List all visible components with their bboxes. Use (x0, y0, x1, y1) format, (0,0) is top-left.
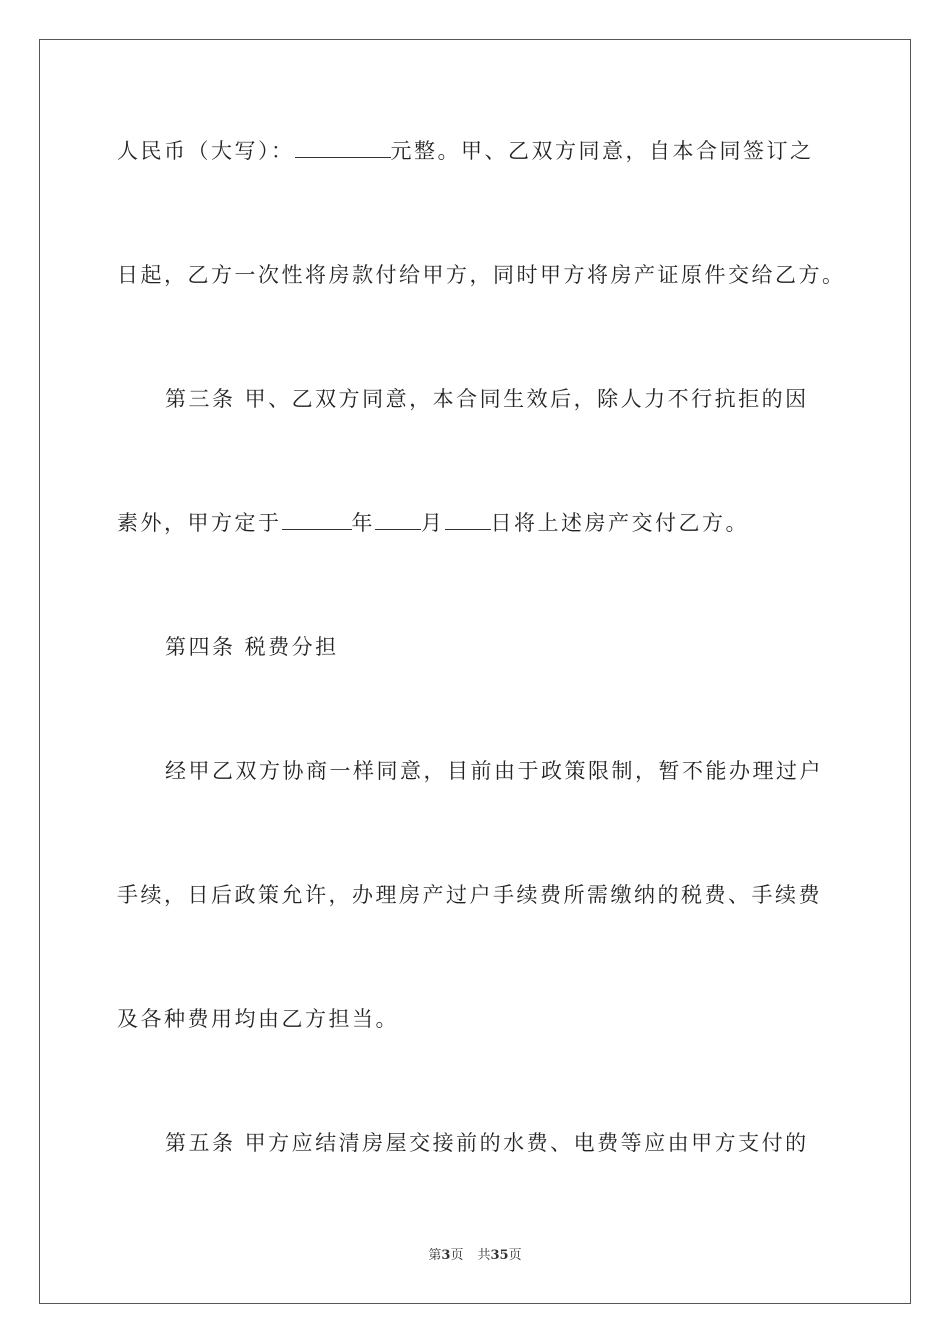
year-blank (282, 509, 352, 530)
text-line-1 (117, 137, 837, 165)
line-1-part-1: 人民币（大写）： (117, 139, 295, 163)
footer-total-suffix: 页 (508, 1248, 522, 1263)
month-blank (375, 509, 421, 530)
text-line-6: 经甲乙双方协商一样同意，目前由于政策限制，暂不能办理过户 (165, 759, 823, 783)
text-line-8: 及各种费用均由乙方担当。 (117, 1007, 399, 1031)
footer-page-suffix: 页 (450, 1248, 464, 1263)
page-footer (0, 1247, 950, 1265)
year-label: 年 (351, 511, 375, 535)
footer-page-number: 3 (441, 1248, 451, 1263)
line-1-part-2: 元整。甲、乙双方同意，自本合同签订之 (390, 139, 814, 163)
footer-total-pages: 35 (490, 1248, 509, 1263)
footer-total-prefix: 共 (477, 1248, 491, 1263)
footer-page-prefix: 第 (428, 1248, 442, 1263)
amount-blank (295, 137, 391, 158)
line-4-part-end: 日将上述房产交付乙方。 (490, 511, 749, 535)
text-line-7: 手续，日后政策允许，办理房产过户手续费所需缴纳的税费、手续费 (117, 883, 822, 907)
text-line-2: 日起，乙方一次性将房款付给甲方，同时甲方将房产证原件交给乙方。 (117, 263, 846, 287)
text-line-4 (117, 509, 837, 537)
article-4-heading: 第四条 税费分担 (165, 635, 339, 659)
month-label: 月 (421, 511, 445, 535)
article-5-heading-line: 第五条 甲方应结清房屋交接前的水费、电费等应由甲方支付的 (165, 1131, 809, 1155)
article-3-heading-line: 第三条 甲、乙双方同意，本合同生效后，除人力不行抗拒的因 (165, 387, 809, 411)
day-blank (445, 509, 491, 530)
page-border (39, 39, 911, 1304)
line-4-part-1: 素外，甲方定于 (117, 511, 282, 535)
